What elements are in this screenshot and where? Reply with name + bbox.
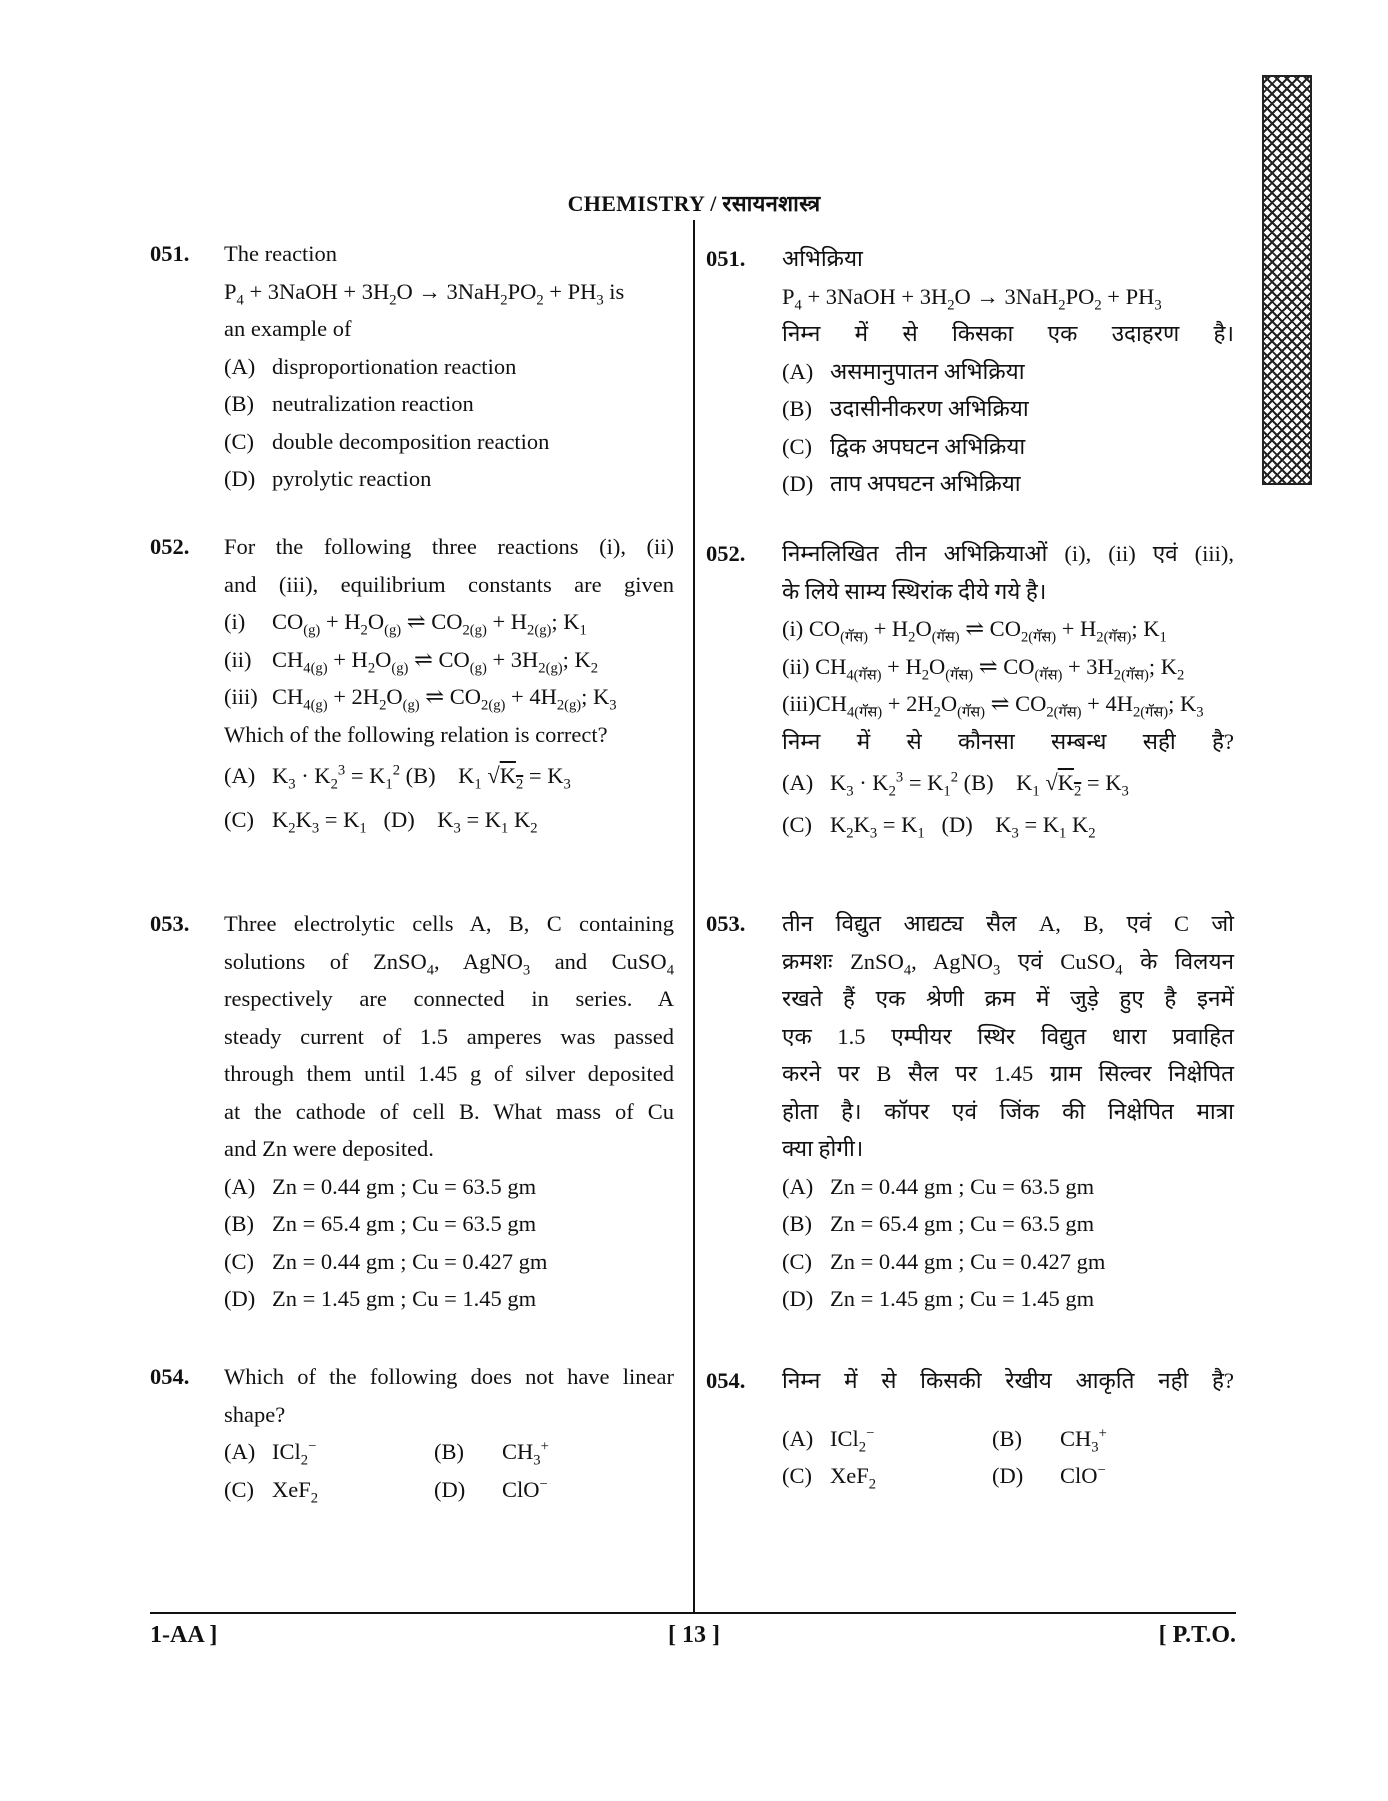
question-number: 052.: [706, 541, 746, 566]
reaction-iii: $(iii)CH_{4(गॅस)} + 2H_2O_{(गॅस)}$ ⇌ $CO_{2(गॅस)} + 4H_{2(गॅस)}$; $K_3$: [782, 691, 1204, 721]
option-a: (A) Zn = 0.44 gm ; Cu = 63.5 gm: [782, 1173, 1095, 1199]
question-text: क्या होगी।: [782, 1136, 864, 1161]
question-number: 053.: [706, 911, 746, 936]
question-number: 052.: [150, 534, 190, 559]
reaction-i: (i) $CO_{(गॅस)} + H_2O_{(गॅस)}$ ⇌ $CO_{2(गॅस)} + H_{2(गॅस)}$; $K_1$: [782, 616, 1167, 646]
question-intro: अभिक्रिया: [782, 246, 863, 271]
question-text: निम्नलिखित तीन अभिक्रियाओं (i), (ii) एवं (iii),: [782, 541, 1234, 566]
question-prompt: Which of the following relation is correct?: [224, 721, 608, 747]
option-d: (D) Zn = 1.45 gm ; Cu = 1.45 gm: [782, 1286, 1095, 1311]
question-text: रखते हैं एक श्रेणी क्रम में जुड़े हुए है इनमें: [782, 986, 1234, 1011]
options-c-d: (C) $K_2K_3 = K_1$ (D) $K_3 = K_1$ $K_2$: [782, 811, 1096, 841]
question-number: 054.: [706, 1368, 746, 1393]
option-d: (D) ताप अपघटन अभिक्रिया: [782, 471, 1021, 496]
question-intro: The reaction: [224, 241, 338, 266]
question-text: निम्न में से किसकी रेखीय आकृति नही है?: [782, 1368, 1234, 1393]
question-text: Which of the following does not have linear: [224, 1364, 674, 1389]
question-text: निम्न में से किसका एक उदाहरण है।: [782, 321, 1234, 346]
question-text: क्रमशः ZnSO$_4$, AgNO$_3$ एवं CuSO$_4$ के विलयन: [782, 948, 1234, 978]
question-text: respectively are connected in series. A: [224, 986, 674, 1011]
question-number: 053.: [150, 911, 190, 936]
question-text: steady current of 1.5 amperes was passed: [224, 1023, 674, 1049]
options-a-b: (A) ICl$_2$− (B) $CH_3^+$: [224, 1438, 549, 1469]
option-a: (A) असमानुपातन अभिक्रिया: [782, 358, 1025, 384]
option-b: (B) Zn = 65.4 gm ; Cu = 63.5 gm: [224, 1211, 537, 1236]
question-text: and Zn were deposited.: [224, 1136, 434, 1161]
option-c: (C) double decomposition reaction: [224, 428, 550, 454]
question-text: shape?: [224, 1401, 286, 1427]
question-text: एक 1.5 एम्पीयर स्थिर विद्युत धारा प्रवाहित: [782, 1023, 1234, 1049]
reaction-ii: (ii) $CH_{4(गॅस)} + H_2O_{(गॅस)}$ ⇌ $CO_{(गॅस)} + 3H_{2(गॅस)}$; $K_2$: [782, 653, 1185, 683]
footer-rule: [150, 1612, 1236, 1614]
question-text: For the following three reactions (i), (ii): [224, 534, 674, 559]
question-number: 051.: [706, 246, 746, 271]
reaction-equation: $P_4$ + 3NaOH + $3H_2O \to 3NaH_2PO_2 + PH_3$: [782, 283, 1162, 313]
reaction-equation: $P_4$ + 3NaOH + $3H_2O \to 3NaH_2PO_2 + PH_3$ is: [224, 278, 625, 308]
options-c-d: (C) XeF$_2$ (D) ClO−: [224, 1476, 548, 1506]
options-a-b: (A) $K_3 \cdot K_2^3 = K_1^2$ (B) $K_1$ $√K_2 = K_3$: [224, 762, 571, 793]
option-a: (A) Zn = 0.44 gm ; Cu = 63.5 gm: [224, 1173, 537, 1199]
question-text: at the cathode of cell B. What mass of Cu: [224, 1098, 674, 1124]
question-text: करने पर B सैल पर 1.45 ग्राम सिल्वर निक्षेपित: [782, 1061, 1234, 1086]
question-text: होता है। कॉपर एवं जिंक की निक्षेपित मात्रा: [782, 1098, 1234, 1124]
question-text: an example of: [224, 316, 352, 341]
question-text: तीन विद्युत आद्यट्य सैल A, B, एवं C जो: [782, 911, 1234, 936]
option-b: (B) Zn = 65.4 gm ; Cu = 63.5 gm: [782, 1211, 1095, 1236]
option-d: (D) pyrolytic reaction: [224, 466, 432, 491]
page-title: CHEMISTRY / रसायनशास्त्र: [567, 191, 821, 216]
footer-code: 1-AA ]: [150, 1622, 218, 1648]
reaction-iii: (iii) $CH_{4(g)} + 2H_2O_{(g)}$ ⇌ $CO_{2(g)} + 4H_{2(g)}$; $K_3$: [224, 684, 617, 714]
page-number: [ 13 ]: [668, 1622, 720, 1648]
options-c-d: (C) $K_2K_3 = K_1$ (D) $K_3 = K_1$ $K_2$: [224, 806, 538, 836]
question-text: Three electrolytic cells A, B, C containing: [224, 911, 674, 936]
reaction-ii: (ii) $CH_{4(g)} + H_2O_{(g)}$ ⇌ $CO_{(g)} + 3H_{2(g)}$; $K_2$: [224, 646, 599, 676]
decorative-pattern-strip: [1262, 75, 1312, 485]
question-number: 054.: [150, 1364, 190, 1389]
options-c-d: (C) XeF$_2$ (D) ClO−: [782, 1462, 1106, 1493]
column-divider: [693, 220, 695, 1612]
question-prompt: निम्न में से कौनसा सम्बन्ध सही है?: [782, 728, 1234, 754]
option-c: (C) द्विक अपघटन अभिक्रिया: [782, 433, 1026, 459]
option-b: (B) उदासीनीकरण अभिक्रिया: [782, 396, 1029, 421]
option-a: (A) disproportionation reaction: [224, 353, 517, 379]
option-d: (D) Zn = 1.45 gm ; Cu = 1.45 gm: [224, 1286, 537, 1311]
reaction-i: (i) $CO_{(g)} + H_2O_{(g)}$ ⇌ $CO_{2(g)} + H_{2(g)}$; $K_1$: [224, 609, 587, 639]
question-text: solutions of ZnSO$_4$, AgNO$_3$ and CuSO$_4$: [224, 948, 674, 978]
option-b: (B) neutralization reaction: [224, 391, 474, 416]
options-a-b: (A) $K_3 \cdot K_2^3 = K_1^2$ (B) $K_1$ $√K_2 = K_3$: [782, 769, 1129, 800]
options-a-b: (A) ICl$_2$− (B) $CH_3^+$: [782, 1425, 1107, 1455]
question-text: के लिये साम्य स्थिरांक दीये गये है।: [782, 578, 1047, 604]
option-c: (C) Zn = 0.44 gm ; Cu = 0.427 gm: [224, 1248, 548, 1274]
question-text: through them until 1.45 g of silver deposited: [224, 1061, 674, 1086]
option-c: (C) Zn = 0.44 gm ; Cu = 0.427 gm: [782, 1248, 1106, 1274]
question-number: 051.: [150, 241, 190, 266]
question-text: and (iii), equilibrium constants are given: [224, 571, 674, 597]
footer-pto: [ P.T.O.: [1158, 1622, 1236, 1648]
